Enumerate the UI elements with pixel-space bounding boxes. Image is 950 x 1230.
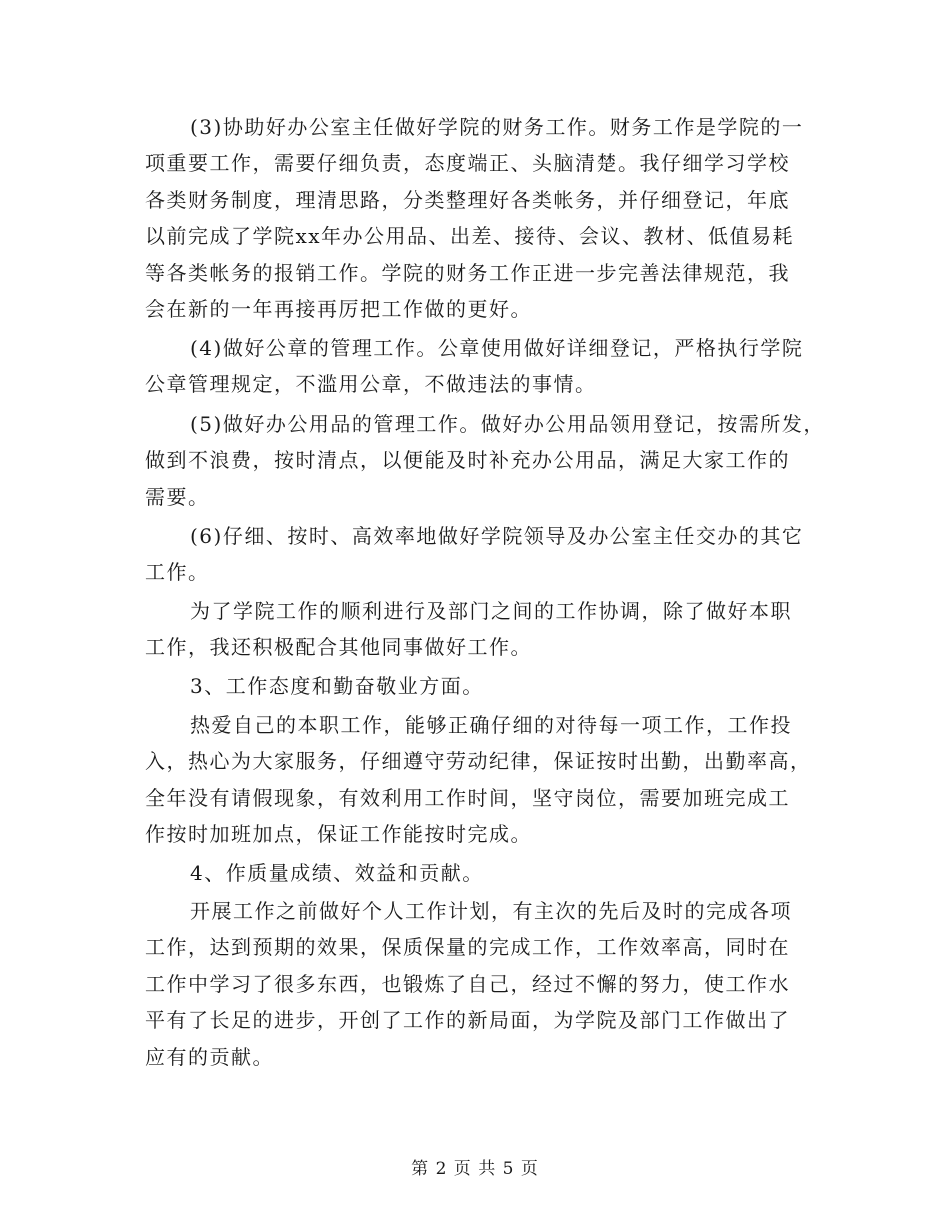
text-line: 项重要工作，需要仔细负责，态度端正、头脑清楚。我仔细学习学校 [145, 151, 790, 175]
text-line: (6)仔细、按时、高效率地做好学院领导及办公室主任交办的其它 [190, 524, 804, 548]
text-line: 做到不浪费，按时清点，以便能及时补充办公用品，满足大家工作的 [145, 448, 790, 472]
text-line: 需要。 [145, 485, 210, 509]
text-line: 会在新的一年再接再厉把工作做的更好。 [145, 297, 532, 321]
page-number-footer: 第 2 页 共 5 页 [411, 1159, 539, 1179]
text-line: (3)协助好办公室主任做好学院的财务工作。财务工作是学院的一 [190, 115, 804, 139]
text-line: (5)做好办公用品的管理工作。做好办公用品领用登记，按需所发， [190, 412, 825, 436]
text-line: 应有的贡献。 [145, 1045, 274, 1069]
text-line: 工作，我还积极配合其他同事做好工作。 [145, 635, 532, 659]
text-line: 平有了长足的进步，开创了工作的新局面，为学院及部门工作做出了 [145, 1008, 790, 1032]
section-heading: 3、工作态度和勤奋敬业方面。 [190, 674, 484, 698]
text-line: 作按时加班加点，保证工作能按时完成。 [145, 822, 532, 846]
text-line: 入，热心为大家服务，仔细遵守劳动纪律，保证按时出勤，出勤率高， [145, 749, 812, 773]
section-heading: 4、作质量成绩、效益和贡献。 [190, 861, 484, 885]
text-line: 为了学院工作的顺利进行及部门之间的工作协调，除了做好本职 [190, 599, 792, 623]
text-line: 等各类帐务的报销工作。学院的财务工作正进一步完善法律规范，我 [145, 261, 790, 285]
text-line: 开展工作之前做好个人工作计划，有主次的先后及时的完成各项 [190, 899, 792, 923]
text-line: 全年没有请假现象，有效利用工作时间，坚守岗位，需要加班完成工 [145, 786, 790, 810]
text-line: 各类财务制度，理清思路，分类整理好各类帐务，并仔细登记，年底 [145, 188, 790, 212]
text-line: 工作，达到预期的效果，保质保量的完成工作，工作效率高，同时在 [145, 935, 790, 959]
text-line: 公章管理规定，不滥用公章，不做违法的事情。 [145, 372, 597, 396]
text-line: 以前完成了学院xx年办公用品、出差、接待、会议、教材、低值易耗 [145, 224, 795, 248]
text-line: 热爱自己的本职工作，能够正确仔细的对待每一项工作，工作投 [190, 713, 792, 737]
text-line: 工作。 [145, 560, 210, 584]
text-line: (4)做好公章的管理工作。公章使用做好详细登记，严格执行学院 [190, 336, 804, 360]
text-line: 工作中学习了很多东西，也锻炼了自己，经过不懈的努力，使工作水 [145, 972, 790, 996]
